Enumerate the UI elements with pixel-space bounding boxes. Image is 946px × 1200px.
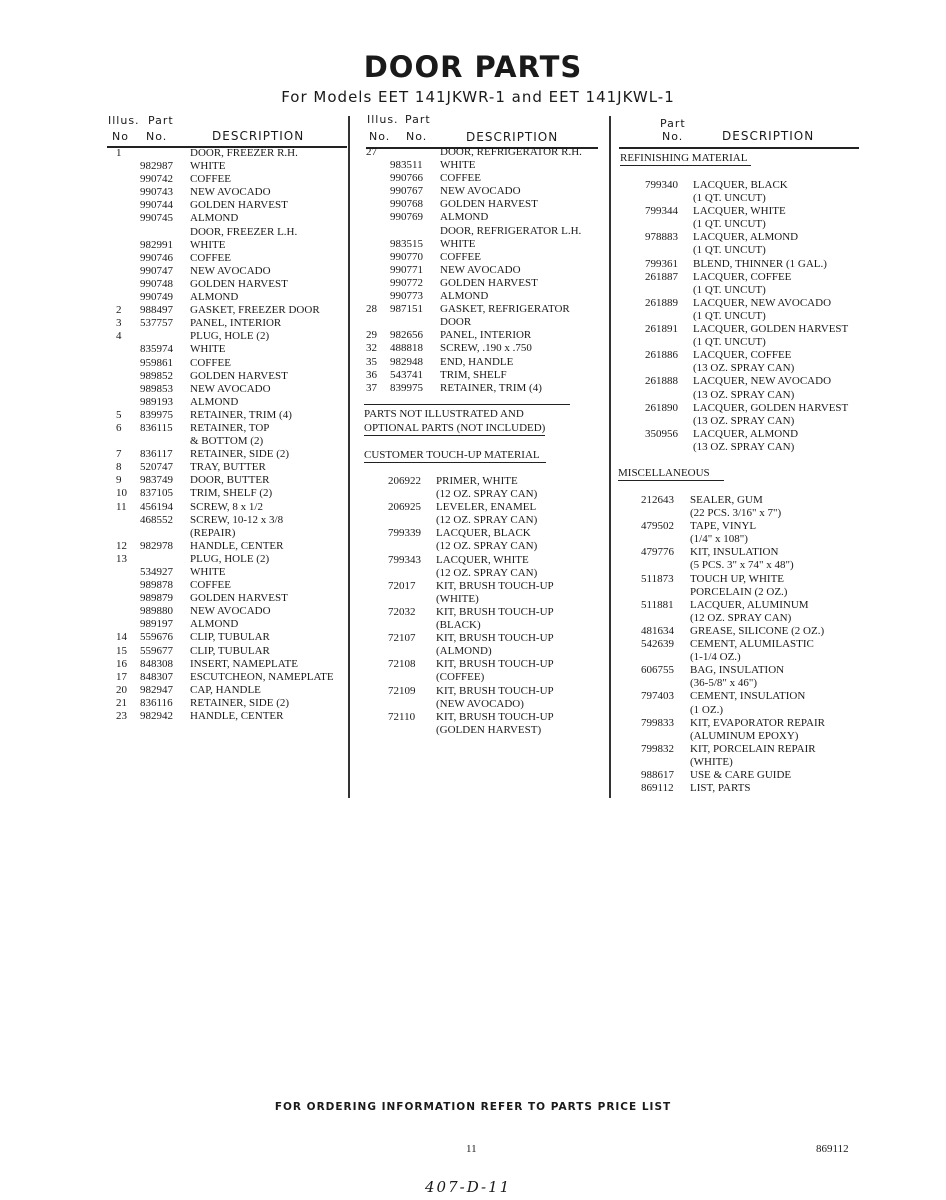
part-number: 990742 (140, 173, 173, 186)
part-number: 72108 (388, 658, 416, 671)
description: COFFEE (440, 250, 481, 263)
part-number: 848308 (140, 657, 173, 670)
description: LACQUER, ALMOND (693, 231, 799, 244)
description: LACQUER, COFFEE (693, 270, 792, 283)
description: RETAINER, TRIM (4) (440, 381, 542, 394)
description: END, HANDLE (440, 355, 514, 368)
part-number: 990749 (140, 291, 173, 304)
part-number: 261887 (645, 270, 678, 283)
description: LACQUER, BLACK (436, 527, 531, 540)
part-number: 261890 (645, 401, 678, 414)
part-number: 537757 (140, 317, 173, 330)
part-number: 606755 (641, 664, 674, 677)
description: LACQUER, WHITE (693, 205, 786, 218)
description: GOLDEN HARVEST (190, 199, 288, 212)
part-number: 989879 (140, 592, 173, 605)
illus-number: 14 (116, 631, 127, 644)
illus-number: 32 (366, 342, 377, 355)
description: NEW AVOCADO (190, 264, 271, 277)
description: ALMOND (190, 291, 239, 304)
header-description: DESCRIPTION (722, 129, 815, 143)
description: WHITE (190, 160, 226, 173)
description: (BLACK) (436, 619, 481, 632)
illus-number: 10 (116, 487, 127, 500)
description: LACQUER, COFFEE (693, 349, 792, 362)
description: LACQUER, GOLDEN HARVEST (693, 401, 849, 414)
description: GOLDEN HARVEST (440, 276, 538, 289)
description: (22 PCS. 3/16" x 7") (690, 507, 782, 520)
description: WHITE (440, 159, 476, 172)
part-number: 212643 (641, 494, 674, 506)
not-illustrated-note: PARTS NOT ILLUSTRATED AND (364, 408, 524, 420)
description: KIT, EVAPORATOR REPAIR (690, 716, 825, 729)
part-number: 799833 (641, 716, 674, 729)
description: WHITE (190, 238, 226, 251)
header-illus: Illus. (108, 114, 140, 127)
description: CEMENT, ALUMILASTIC (690, 638, 814, 651)
description: (5 PCS. 3" x 74" x 48") (690, 559, 794, 572)
description: ALMOND (190, 618, 239, 631)
illus-number: 4 (116, 330, 122, 343)
part-number: 982991 (140, 238, 173, 251)
illus-number: 28 (366, 303, 377, 316)
part-number: 206925 (388, 501, 421, 514)
illus-number: 2 (116, 304, 122, 317)
description: KIT, INSULATION (690, 546, 779, 559)
description: (36-5/8" x 46") (690, 677, 758, 690)
description: DOOR, FREEZER R.H. (190, 147, 298, 159)
part-number: 990766 (390, 172, 423, 185)
part-number: 468552 (140, 513, 173, 526)
illus-number: 17 (116, 670, 127, 683)
part-number: 72107 (388, 632, 416, 645)
part-number: 261886 (645, 349, 678, 362)
illus-number: 29 (366, 329, 377, 342)
header-no: No. (369, 130, 391, 143)
part-number: 989852 (140, 369, 173, 382)
description: COFFEE (190, 579, 231, 592)
part-number: 989197 (140, 618, 173, 631)
part-number: 72032 (388, 605, 416, 618)
header-illus: Illus. (367, 113, 399, 126)
part-number: 836116 (140, 696, 173, 709)
document-code: 869112 (816, 1143, 849, 1155)
description: ESCUTCHEON, NAMEPLATE (190, 670, 334, 683)
part-number: 799343 (388, 553, 421, 566)
part-number: 456194 (140, 500, 173, 513)
part-number: 989880 (140, 605, 173, 618)
part-number: 990773 (390, 290, 423, 303)
description: ALMOND (190, 212, 239, 225)
description: LACQUER, NEW AVOCADO (693, 296, 832, 309)
part-number: 836115 (140, 421, 173, 434)
illus-number: 27 (366, 146, 377, 158)
part-number: 982948 (390, 355, 423, 368)
description: GASKET, REFRIGERATOR (440, 303, 570, 316)
refinishing-heading: REFINISHING MATERIAL (620, 152, 751, 166)
part-number: 959861 (140, 356, 173, 369)
description: (GOLDEN HARVEST) (436, 723, 542, 736)
part-number: 990768 (390, 198, 423, 211)
header-no: No (112, 130, 129, 143)
description: TOUCH UP, WHITE (690, 572, 785, 585)
part-number: 990745 (140, 212, 173, 225)
description: KIT, BRUSH TOUCH-UP (436, 632, 554, 645)
illus-number: 35 (366, 355, 377, 368)
part-number: 72017 (388, 579, 416, 592)
part-number: 982978 (140, 539, 173, 552)
description: NEW AVOCADO (190, 605, 271, 618)
part-number: 799339 (388, 527, 421, 540)
part-number: 990743 (140, 186, 173, 199)
part-number: 839975 (390, 381, 423, 394)
part-number: 534927 (140, 566, 173, 578)
column-divider (609, 116, 611, 798)
description: PANEL, INTERIOR (190, 317, 282, 330)
illus-number: 37 (366, 381, 377, 394)
description: (13 OZ. SPRAY CAN) (693, 440, 795, 453)
description: HANDLE, CENTER (190, 539, 284, 552)
part-number: 978883 (645, 231, 678, 244)
description: (1 QT. UNCUT) (693, 192, 766, 205)
description: SCREW, 10-12 x 3/8 (190, 513, 284, 526)
illus-number: 1 (116, 147, 122, 159)
part-number: 479502 (641, 520, 674, 533)
description: CAP, HANDLE (190, 683, 261, 696)
part-number: 542639 (641, 638, 674, 651)
header-part: Part (660, 117, 686, 130)
header-part: Part (148, 114, 174, 127)
part-number: 261889 (645, 296, 678, 309)
illus-number: 7 (116, 448, 122, 461)
part-number: 72110 (388, 710, 416, 723)
description: TAPE, VINYL (690, 520, 757, 533)
column-divider (348, 116, 350, 798)
part-number: 836117 (140, 448, 173, 461)
description: PRIMER, WHITE (436, 475, 518, 487)
description: GOLDEN HARVEST (190, 277, 288, 290)
illus-number: 8 (116, 461, 122, 474)
description: LIST, PARTS (690, 782, 751, 795)
description: GOLDEN HARVEST (190, 369, 288, 382)
description: COFFEE (190, 173, 231, 186)
illus-number: 23 (116, 710, 127, 723)
part-number: 989853 (140, 382, 173, 395)
part-number: 559676 (140, 631, 173, 644)
section-rule (364, 404, 570, 405)
header-description: DESCRIPTION (466, 130, 559, 144)
part-number: 72109 (388, 684, 416, 697)
description: WHITE (190, 343, 226, 356)
description: COFFEE (190, 356, 231, 369)
illus-number: 36 (366, 368, 377, 381)
illus-number: 12 (116, 539, 127, 552)
description: (1 QT. UNCUT) (693, 244, 766, 257)
description: NEW AVOCADO (190, 186, 271, 199)
illus-number: 15 (116, 644, 127, 657)
description: LACQUER, ALUMINUM (690, 598, 809, 611)
touchup-heading: CUSTOMER TOUCH-UP MATERIAL (364, 449, 546, 463)
description: (12 OZ. SPRAY CAN) (436, 540, 538, 553)
part-number: 987151 (390, 303, 423, 316)
description: (1 QT. UNCUT) (693, 309, 766, 322)
description: GOLDEN HARVEST (190, 592, 288, 605)
description: KIT, BRUSH TOUCH-UP (436, 684, 554, 697)
description: PLUG, HOLE (2) (190, 552, 270, 565)
description: GREASE, SILICONE (2 OZ.) (690, 624, 825, 637)
part-number: 988617 (641, 768, 674, 781)
header-part-no: No. (662, 130, 684, 143)
description: LACQUER, GOLDEN HARVEST (693, 323, 849, 336)
description: DOOR, FREEZER L.H. (190, 225, 298, 238)
description: RETAINER, TRIM (4) (190, 408, 292, 421)
part-number: 479776 (641, 546, 674, 559)
part-number: 799344 (645, 205, 678, 218)
description: (12 OZ. SPRAY CAN) (436, 566, 538, 579)
description: PORCELAIN (2 OZ.) (690, 585, 788, 598)
description: (COFFEE) (436, 671, 485, 684)
part-number: 989878 (140, 579, 173, 592)
page-number: 11 (466, 1143, 477, 1155)
ordering-footer: FOR ORDERING INFORMATION REFER TO PARTS PRICE LIST (274, 1101, 672, 1113)
part-number: 989193 (140, 395, 173, 408)
description: KIT, BRUSH TOUCH-UP (436, 710, 554, 723)
illus-number: 6 (116, 421, 122, 434)
part-number: 839975 (140, 408, 173, 421)
description: LACQUER, WHITE (436, 553, 529, 566)
description: (1 QT. UNCUT) (693, 283, 766, 296)
description: (WHITE) (436, 592, 479, 605)
description: ALMOND (190, 395, 239, 408)
part-number: 990767 (390, 185, 423, 198)
description: NEW AVOCADO (440, 185, 521, 198)
page-subtitle: For Models EET 141JKWR-1 and EET 141JKWL-1 (281, 88, 675, 106)
part-number: 511873 (641, 572, 674, 585)
part-number: 983511 (390, 159, 423, 172)
description: WHITE (190, 566, 226, 578)
description: RETAINER, SIDE (2) (190, 448, 290, 461)
illus-number: 3 (116, 317, 122, 330)
description: & BOTTOM (2) (190, 435, 264, 448)
description: NEW AVOCADO (190, 382, 271, 395)
description: PANEL, INTERIOR (440, 329, 532, 342)
description: LACQUER, BLACK (693, 179, 788, 191)
description: CEMENT, INSULATION (690, 690, 806, 703)
description: (13 OZ. SPRAY CAN) (693, 388, 795, 401)
misc-heading: MISCELLANEOUS (618, 467, 724, 481)
part-number: 350956 (645, 427, 678, 440)
description: LEVELER, ENAMEL (436, 501, 537, 514)
description: HANDLE, CENTER (190, 710, 284, 723)
part-number: 488818 (390, 342, 423, 355)
part-number: 990772 (390, 276, 423, 289)
description: (1/4" x 108") (690, 533, 748, 546)
description: WHITE (440, 237, 476, 250)
part-number: 559677 (140, 644, 173, 657)
part-number: 990769 (390, 211, 423, 224)
description: (1-1/4 OZ.) (690, 651, 741, 664)
illus-number: 9 (116, 474, 122, 487)
description: BAG, INSULATION (690, 664, 785, 677)
description: (13 OZ. SPRAY CAN) (693, 362, 795, 375)
description: (NEW AVOCADO) (436, 697, 524, 710)
description: BLEND, THINNER (1 GAL.) (693, 257, 827, 270)
description: (12 OZ. SPRAY CAN) (436, 514, 538, 527)
description: PLUG, HOLE (2) (190, 330, 270, 343)
part-number: 982947 (140, 683, 173, 696)
illus-number: 20 (116, 683, 127, 696)
description: USE & CARE GUIDE (690, 768, 792, 781)
description: ALMOND (440, 211, 489, 224)
part-number: 983515 (390, 237, 423, 250)
part-number: 990770 (390, 250, 423, 263)
part-number: 511881 (641, 598, 674, 611)
part-number: 990748 (140, 277, 173, 290)
part-number: 520747 (140, 461, 173, 474)
description: NEW AVOCADO (440, 263, 521, 276)
part-number: 988497 (140, 304, 173, 317)
description: LACQUER, NEW AVOCADO (693, 375, 832, 388)
page-title: DOOR PARTS (363, 50, 583, 84)
illus-number: 11 (116, 500, 127, 513)
description: CLIP, TUBULAR (190, 644, 270, 657)
illus-number: 5 (116, 408, 122, 421)
description: (13 OZ. SPRAY CAN) (693, 414, 795, 427)
part-number: 261891 (645, 323, 678, 336)
description: DOOR, REFRIGERATOR L.H. (440, 224, 582, 237)
illus-number: 13 (116, 552, 127, 565)
description: (WHITE) (690, 755, 733, 768)
part-number: 990744 (140, 199, 173, 212)
description: (12 OZ. SPRAY CAN) (436, 488, 538, 501)
part-number: 799832 (641, 742, 674, 755)
description: (REPAIR) (190, 526, 236, 539)
part-number: 797403 (641, 690, 674, 703)
description: COFFEE (190, 251, 231, 264)
part-number: 835974 (140, 343, 173, 356)
part-number: 206922 (388, 475, 421, 487)
part-number: 990747 (140, 264, 173, 277)
description: GOLDEN HARVEST (440, 198, 538, 211)
part-number: 481634 (641, 624, 674, 637)
description: KIT, PORCELAIN REPAIR (690, 742, 816, 755)
part-number: 983749 (140, 474, 173, 487)
description: (1 QT. UNCUT) (693, 218, 766, 231)
header-part-no: No. (406, 130, 428, 143)
description: (ALUMINUM EPOXY) (690, 729, 799, 742)
description: SCREW, 8 x 1/2 (190, 500, 263, 513)
description: KIT, BRUSH TOUCH-UP (436, 658, 554, 671)
description: COFFEE (440, 172, 481, 185)
description: KIT, BRUSH TOUCH-UP (436, 579, 554, 592)
description: SCREW, .190 x .750 (440, 342, 532, 355)
part-number: 261888 (645, 375, 678, 388)
description: DOOR (440, 316, 472, 329)
description: RETAINER, TOP (190, 421, 270, 434)
description: (12 OZ. SPRAY CAN) (690, 611, 792, 624)
part-number: 837105 (140, 487, 173, 500)
description: INSERT, NAMEPLATE (190, 657, 298, 670)
part-number: 869112 (641, 782, 674, 795)
description: GASKET, FREEZER DOOR (190, 304, 320, 317)
description: RETAINER, SIDE (2) (190, 696, 290, 709)
header-rule (619, 147, 859, 149)
description: CLIP, TUBULAR (190, 631, 270, 644)
description: DOOR, REFRIGERATOR R.H. (440, 146, 582, 158)
description: (1 OZ.) (690, 703, 723, 716)
description: SEALER, GUM (690, 494, 763, 506)
description: KIT, BRUSH TOUCH-UP (436, 605, 554, 618)
part-number: 990746 (140, 251, 173, 264)
description: (ALMOND) (436, 645, 492, 658)
header-part: Part (405, 113, 431, 126)
illus-number: 21 (116, 696, 127, 709)
part-number: 543741 (390, 368, 423, 381)
header-part-no: No. (146, 130, 168, 143)
description: LACQUER, ALMOND (693, 427, 799, 440)
description: ALMOND (440, 290, 489, 303)
description: DOOR, BUTTER (190, 474, 270, 487)
description: TRAY, BUTTER (190, 461, 266, 474)
description: TRIM, SHELF (2) (190, 487, 273, 500)
illus-number: 16 (116, 657, 127, 670)
part-number: 799361 (645, 257, 678, 270)
part-number: 982942 (140, 710, 173, 723)
handwritten-note: 407-D-11 (425, 1178, 512, 1196)
description: (1 QT. UNCUT) (693, 336, 766, 349)
header-description: DESCRIPTION (212, 129, 305, 143)
description: TRIM, SHELF (440, 368, 507, 381)
part-number: 982656 (390, 329, 423, 342)
part-number: 799340 (645, 179, 678, 191)
not-illustrated-note: OPTIONAL PARTS (NOT INCLUDED) (364, 422, 546, 434)
part-number: 848307 (140, 670, 173, 683)
part-number: 990771 (390, 263, 423, 276)
part-number: 982987 (140, 160, 173, 173)
